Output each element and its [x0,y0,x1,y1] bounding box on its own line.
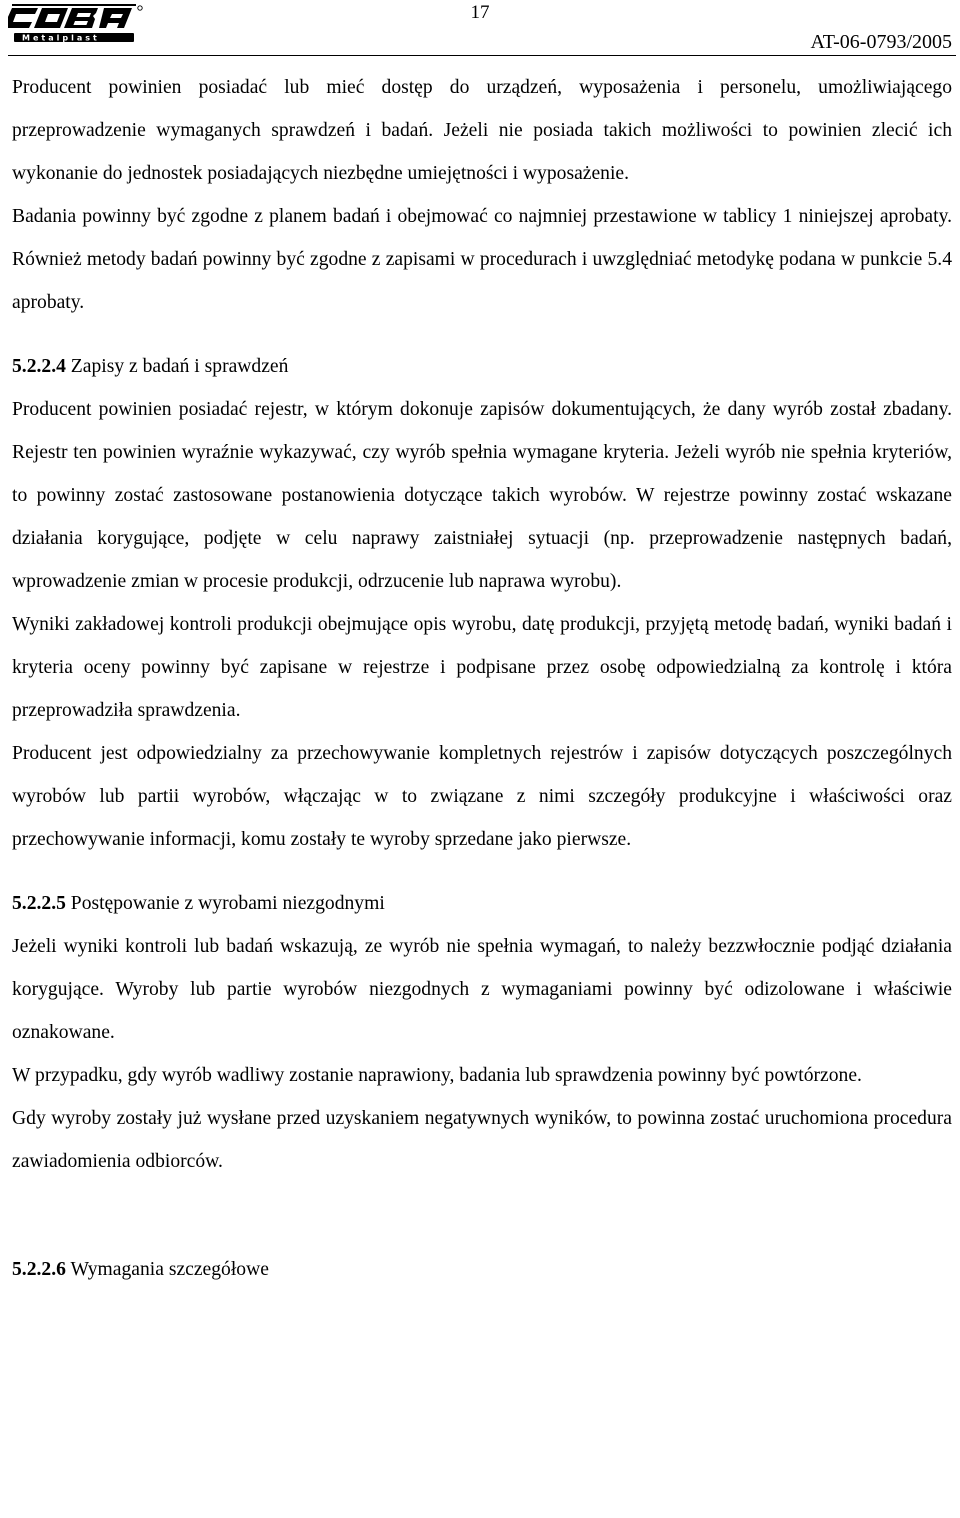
page-number: 17 [470,2,490,23]
section-title: Wymagania szczegółowe [70,1259,269,1280]
section-title: Zapisy z badań i sprawdzeń [70,356,289,377]
section-number: 5.2.2.6 [12,1259,66,1280]
spacer [12,861,952,882]
section-heading-5225 [12,882,952,925]
paragraph: W przypadku, gdy wyrób wadliwy zostanie naprawiony, badania lub sprawdzenia powinny być powtórzone. [12,1065,862,1086]
spacer [12,1183,952,1248]
paragraph: Producent powinien posiadać rejestr, w którym dokonuje zapisów dokumentujących, że dany wyrób został zbadany. Rejestr ten powinien wyraźnie wykazywać, czy wyrób spełnia wymagane kryteria. Jeżeli wyrób nie spełnia kryteriów, to powinny zostać zastosowane postanowienia dotyczące takich wyrobów. W rejestrze powinny zostać wskazane działania korygujące, podjęte w celu naprawy zaistniałej sytuacji (np. przeprowadzenie następnych badań, wprowadzenie zmian w procesie produkcji, odrzucenie lub naprawa wyrobu). [12,399,952,592]
header-divider [8,55,956,56]
document-body [12,66,952,1291]
section-title: Postępowanie z wyrobami niezgodnymi [70,893,385,914]
section-heading-5226 [12,1248,952,1291]
section-heading-5224 [12,345,952,388]
logo-subtext: Metalplast [22,33,100,43]
page-header [0,0,960,60]
paragraph: Wyniki zakładowej kontroli produkcji obejmujące opis wyrobu, datę produkcji, przyjętą metodę badań, wyniki badań i kryteria oceny powinny być zapisane w rejestrze i podpisane przez osobę odpowiedzialną za kontrolę i która przeprowadziła sprawdzenia. [12,614,952,721]
paragraph: Jeżeli wyniki kontroli lub badań wskazują, ze wyrób nie spełnia wymagań, to należy bezzwłocznie podjąć działania korygujące. Wyroby lub partie wyrobów niezgodnych z wymaganiami powinny być odizolowane i właściwie oznakowane. [12,936,952,1043]
document-id: AT-06-0793/2005 [810,31,952,53]
paragraph: Producent powinien posiadać lub mieć dostęp do urządzeń, wyposażenia i personelu, umożliwiającego przeprowadzenie wymaganych sprawdzeń i badań. Jeżeli nie posiada takich możliwości to powinien zlecić ich wykonanie do jednostek posiadających niezbędne umiejętności i wyposażenie. [12,77,952,184]
paragraph: Gdy wyroby zostały już wysłane przed uzyskaniem negatywnych wyników, to powinna zostać uruchomiona procedura zawiadomienia odbiorców. [12,1108,952,1172]
spacer [12,324,952,345]
section-number: 5.2.2.4 [12,356,66,377]
section-number: 5.2.2.5 [12,893,66,914]
paragraph: Producent jest odpowiedzialny za przechowywanie kompletnych rejestrów i zapisów dotyczących poszczególnych wyrobów lub partii wyrobów, włączając w to związane z nimi szczegóły produkcyjne i właściwości oraz przechowywanie informacji, komu zostały te wyroby sprzedane jako pierwsze. [12,743,952,850]
paragraph: Badania powinny być zgodne z planem badań i obejmować co najmniej przestawione w tablicy 1 niniejszej aprobaty. Również metody badań powinny być zgodne z zapisami w procedurach i uwzględniać metodykę podana w punkcie 5.4 aprobaty. [12,206,952,313]
